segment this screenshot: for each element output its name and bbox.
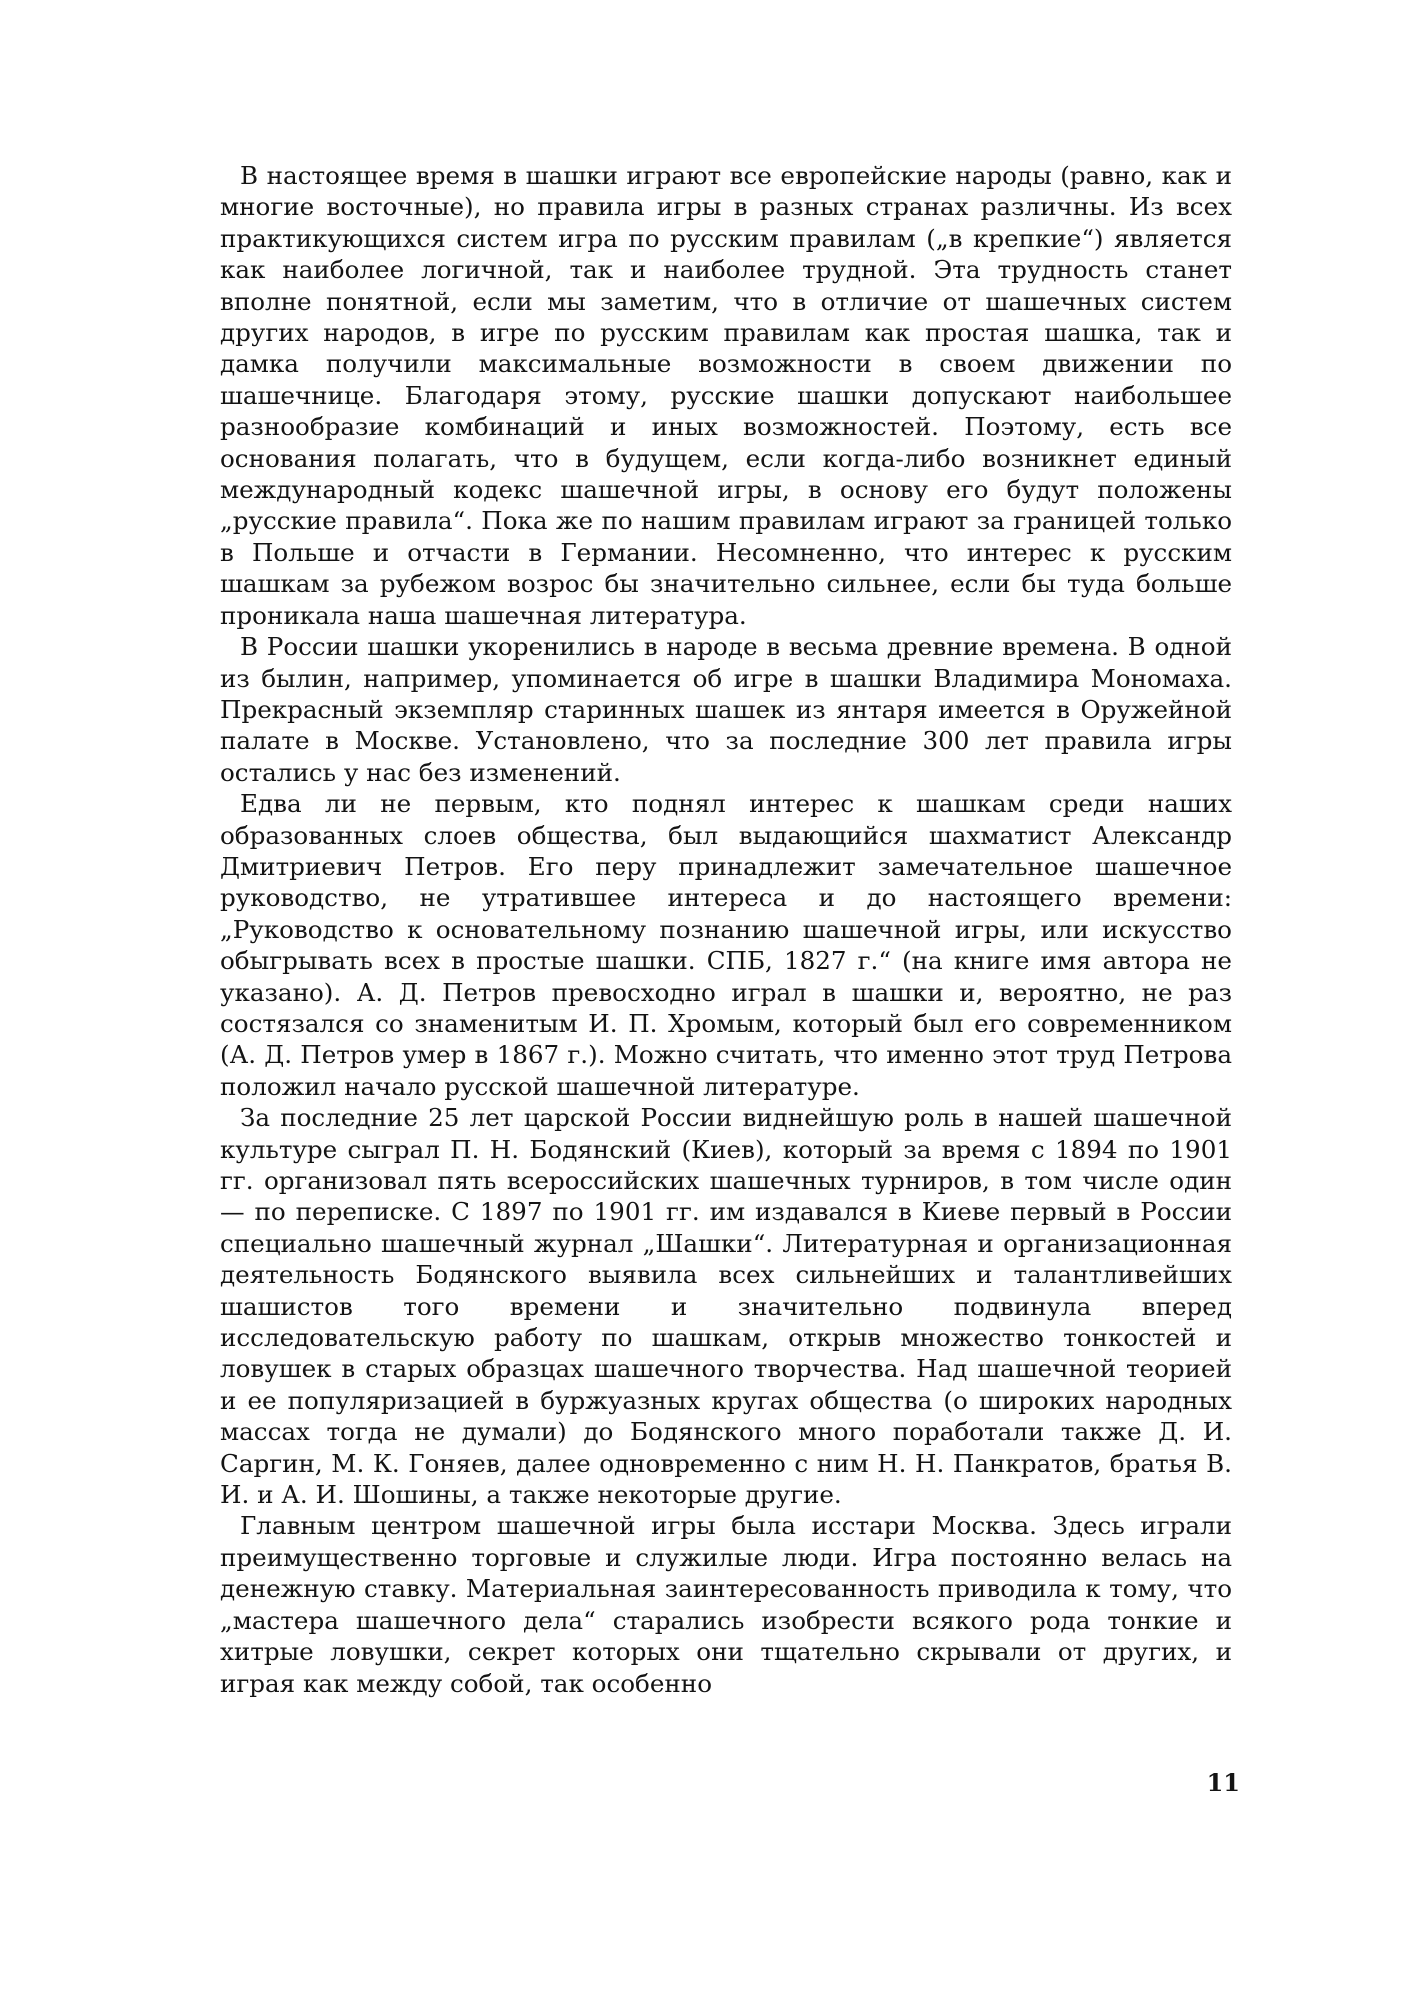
paragraph-2: В России шашки укоренились в народе в весьма древние времена. В одной из былин, например, упоминается об игре в шашки Владимира Мономаха. Прекрасный экземпляр старинных шашек из янтаря имеется в Оружейной палате в Москве. Установлено, что за последние 300 лет правила игры остались у нас без изменений.	[220, 632, 1232, 787]
paragraph-1: В настоящее время в шашки играют все европейские народы (равно, как и многие восточные), но правила игры в разных странах различны. Из всех практикующихся систем игра по русским правилам („в крепкие“) является как наиболее логичной, так и наиболее трудной. Эта трудность станет вполне понятной, если мы заметим, что в отличие от шашечных систем других народов, в игре по русским правилам как простая шашка, так и дамка получили максимальные возможности в своем движении по шашечнице. Благодаря этому, русские шашки допускают наибольшее разнообразие комбинаций и иных возможностей. Поэтому, есть все основания полагать, что в будущем, если когда-либо возникнет единый международный кодекс шашечной игры, в основу его будут положены „русские правила“. Пока же по нашим правилам играют за границей только в Польше и отчасти в Германии. Несомненно, что интерес к русским шашкам за рубежом возрос бы значительно сильнее, если бы туда больше проникала наша шашечная литература.	[220, 161, 1232, 630]
page-number: 11	[1206, 1768, 1240, 1797]
body-text	[220, 160, 1232, 1699]
paragraph-5: Главным центром шашечной игры была исстари Москва. Здесь играли преимущественно торговые и служилые люди. Игра постоянно велась на денежную ставку. Материальная заинтересованность приводила к тому, что „мастера шашечного дела“ старались изобрести всякого рода тонкие и хитрые ловушки, секрет которых они тщательно скрывали от других, и играя как между собой, так особенно	[220, 1511, 1232, 1698]
paragraph-3: Едва ли не первым, кто поднял интерес к шашкам среди наших образованных слоев общества, был выдающийся шахматист Александр Дмитриевич Петров. Его перу принадлежит замечательное шашечное руководство, не утратившее интереса и до настоящего времени: „Руководство к основательному познанию шашечной игры, или искусство обыгрывать всех в простые шашки. СПБ, 1827 г.“ (на книге имя автора не указано). А. Д. Петров превосходно играл в шашки и, вероятно, не раз состязался со знаменитым И. П. Хромым, который был его современником (А. Д. Петров умер в 1867 г.). Можно считать, что именно этот труд Петрова положил начало русской шашечной литературе.	[220, 789, 1232, 1101]
paragraph-4: За последние 25 лет царской России виднейшую роль в нашей шашечной культуре сыграл П. Н. Бодянский (Киев), который за время с 1894 по 1901 гг. организовал пять всероссийских шашечных турниров, в том числе один — по переписке. С 1897 по 1901 гг. им издавался в Киеве первый в России специально шашечный журнал „Шашки“. Литературная и организационная деятельность Бодянского выявила всех сильнейших и талантливейших шашистов того времени и значительно подвинула вперед исследовательскую работу по шашкам, открыв множество тонкостей и ловушек в старых образцах шашечного творчества. Над шашечной теорией и ее популяризацией в буржуазных кругах общества (о широких народных массах тогда не думали) до Бодянского много поработали также Д. И. Саргин, М. К. Гоняев, далее одновременно с ним Н. Н. Панкратов, братья В. И. и А. И. Шошины, а также некоторые другие.	[220, 1103, 1232, 1510]
